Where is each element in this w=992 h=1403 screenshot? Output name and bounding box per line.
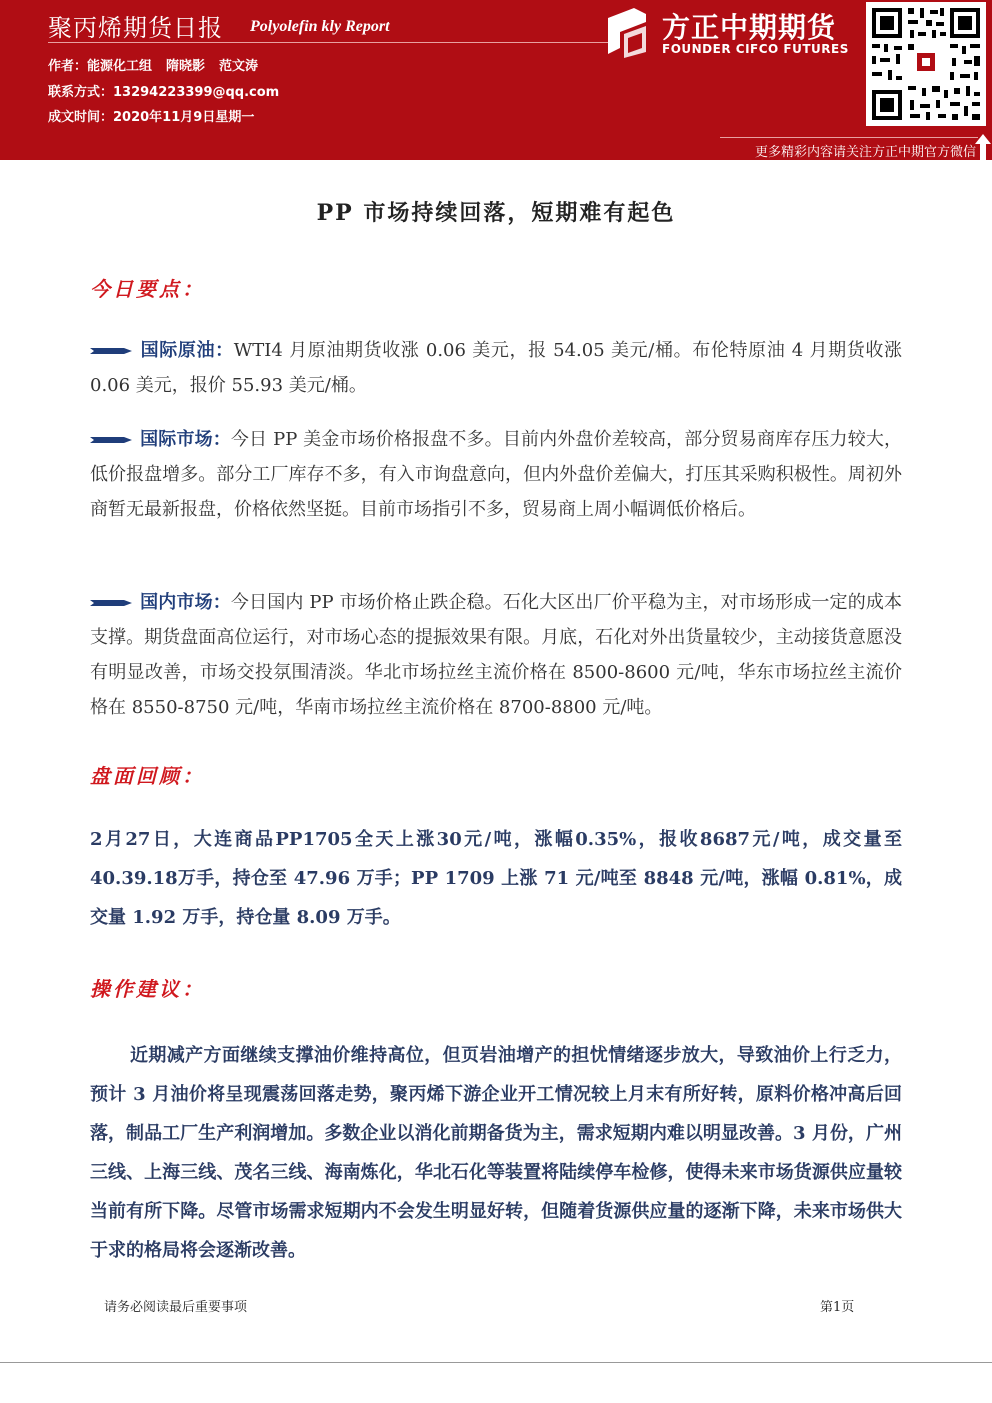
paragraph-crude-oil	[90, 333, 902, 403]
arrow-bullet-icon	[90, 346, 132, 356]
section-title-highlights: 今日要点：	[90, 277, 205, 301]
arrow-up-icon	[975, 134, 991, 160]
company-logo	[604, 6, 860, 64]
paragraph-intl-market	[90, 422, 902, 527]
section-title-review: 盘面回顾：	[90, 764, 205, 788]
paragraph-domestic-market	[90, 585, 902, 725]
brand-name-en: FOUNDER CIFCO FUTURES	[662, 42, 849, 56]
section-title-advice: 操作建议：	[90, 977, 205, 1001]
label-intl-market: 国际市场：	[140, 429, 231, 450]
author-group: 作者：能源化工组	[48, 59, 153, 74]
text-domestic-market: 今日国内 PP 市场价格止跌企稳。石化大区出厂价平稳为主，对市场形成一定的成本支撑。期货盘面高位运行，对市场心态的提振效果有限。月底，石化对外出货量较少，主动接货意愿没有明显改善，市场交投氛围清淡。华北市场拉丝主流价格在 8500-8600 元/吨，华东市场拉丝主流价格在 8550-8750 元/吨，华南市场拉丝主流价格在 8700-8800 元/吨。	[90, 592, 902, 718]
follow-wechat-text: 更多精彩内容请关注方正中期官方微信	[754, 145, 976, 160]
qr-code-icon[interactable]	[866, 2, 986, 126]
label-crude-oil: 国际原油：	[140, 340, 234, 361]
logo-mark-icon	[604, 8, 650, 58]
text-crude-oil: WTI4 月原油期货收涨 0.06 美元，报 54.05 美元/桶。布伦特原油 4 月期货收涨 0.06 美元，报价 55.93 美元/桶。	[90, 340, 902, 396]
header-rule	[48, 42, 608, 43]
page-number: 第1页	[820, 1300, 855, 1315]
follow-rule	[720, 137, 978, 138]
authors	[48, 55, 258, 74]
footer-rule	[0, 1362, 992, 1363]
brand-name-cn: 方正中期期货	[662, 11, 837, 44]
footer-notice: 请务必阅读最后重要事项	[104, 1300, 248, 1315]
author-name: 范文涛	[219, 59, 259, 74]
author-name: 隋晓影	[166, 59, 206, 74]
contact-info: 联系方式：13294223399@qq.com	[48, 85, 280, 100]
paragraph-advice: 近期减产方面继续支撑油价维持高位，但页岩油增产的担忧情绪逐步放大，导致油价上行乏力，预计 3 月油价将呈现震荡回落走势，聚丙烯下游企业开工情况较上月末有所好转，原料价格冲高后回落，制品工厂生产利润增加。多数企业以消化前期备货为主，需求短期内难以明显改善。3 月份，广州三线、上海三线、茂名三线、海南炼化，华北石化等装置将陆续停车检修，使得未来市场货源供应量较当前有所下降。尽管市场需求短期内不会发生明显好转，但随着货源供应量的逐渐下降，未来市场供大于求的格局将会逐渐改善。	[90, 1045, 902, 1261]
arrow-bullet-icon	[90, 435, 132, 445]
label-domestic-market: 国内市场：	[140, 592, 231, 613]
report-date: 成文时间：2020年11月9日星期一	[48, 110, 255, 125]
text-intl-market: 今日 PP 美金市场价格报盘不多。目前内外盘价差较高，部分贸易商库存压力较大，低价报盘增多。部分工厂库存不多，有入市询盘意向，但内外盘价差偏大，打压其采购积极性。周初外商暂无最新报盘，价格依然坚挺。目前市场指引不多，贸易商上周小幅调低价格后。	[90, 429, 902, 520]
arrow-bullet-icon	[90, 598, 132, 608]
document-title: PP 市场持续回落，短期难有起色	[316, 200, 676, 226]
paragraph-review: 2月27日，大连商品PP1705全天上涨30元/吨，涨幅0.35%，报收8687元/吨，成交量至40.39.18万手，持仓至 47.96 万手；PP 1709 上涨 71 元/吨至 8848 元/吨，涨幅 0.81%，成交量 1.92 万手，持仓量 8.09 万手。	[90, 829, 902, 928]
report-header	[0, 0, 992, 160]
report-title-cn: 聚丙烯期货日报	[48, 14, 223, 42]
report-title-en: Polyolefin kly Report	[250, 18, 390, 35]
